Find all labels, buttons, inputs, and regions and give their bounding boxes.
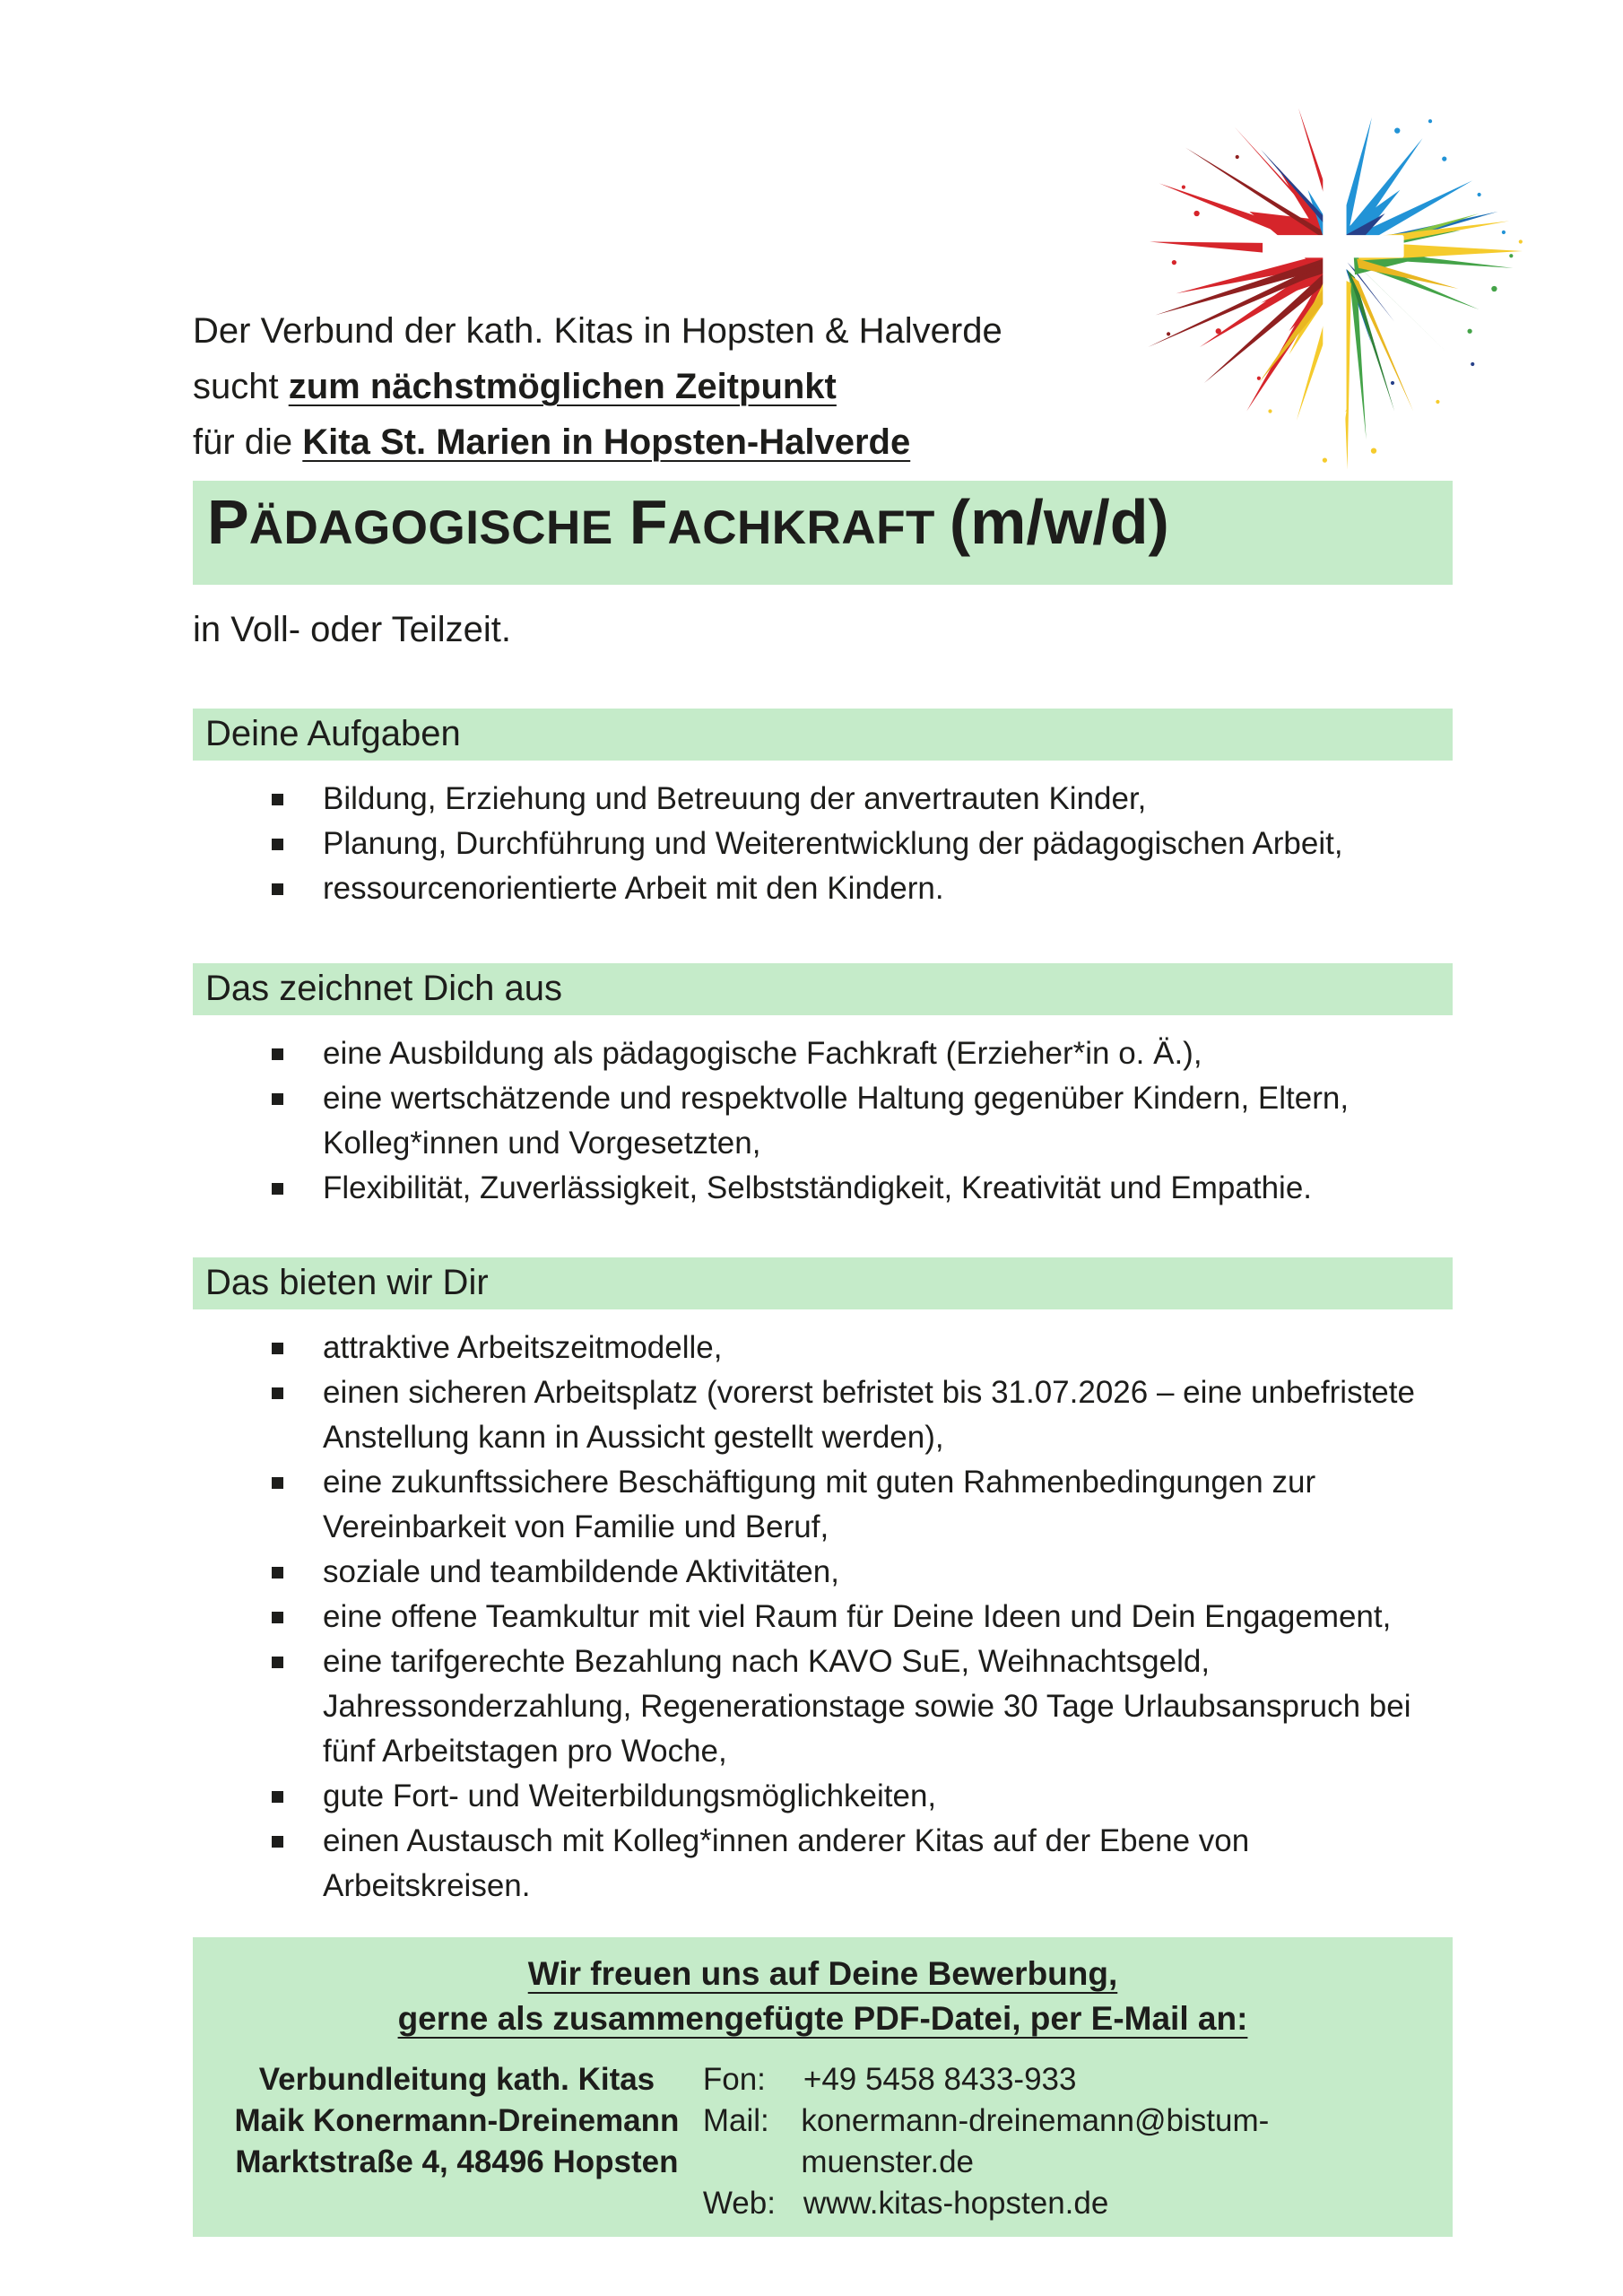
- list-item: einen Austausch mit Kolleg*innen anderer Kitas auf der Ebene von Arbeitskreisen.: [193, 1819, 1453, 1909]
- footer-headline: [218, 1952, 1428, 2041]
- intro-line-1: Der Verbund der kath. Kitas in Hopsten & Halverde: [193, 311, 1002, 351]
- qualification-list: [193, 1031, 1453, 1211]
- list-item: Bildung, Erziehung und Betreuung der anvertrauten Kinder,: [193, 777, 1453, 822]
- phone-number: +49 5458 8433-933: [803, 2062, 1077, 2097]
- list-item: eine wertschätzende und respektvolle Haltung gegenüber Kindern, Eltern, Kolleg*innen und Vorgesetzten,: [193, 1076, 1453, 1166]
- list-item: Planung, Durchführung und Weiterentwicklung der pädagogischen Arbeit,: [193, 822, 1453, 866]
- list-item: eine offene Teamkultur mit viel Raum für Deine Ideen und Dein Engagement,: [193, 1595, 1453, 1639]
- list-item: eine tarifgerechte Bezahlung nach KAVO SuE, Weihnachtsgeld, Jahressonderzahlung, Regenerationstage sowie 30 Tage Urlaubsanspruch bei fünf Arbeitstagen pro Woche,: [193, 1639, 1453, 1774]
- list-item: eine Ausbildung als pädagogische Fachkraft (Erzieher*in o. Ä.),: [193, 1031, 1453, 1076]
- paint-splash-cross-logo: [1148, 83, 1524, 495]
- application-footer-box: [193, 1937, 1453, 2237]
- address-line: Maik Konermann-Dreinemann: [234, 2103, 680, 2138]
- benefits-list: [193, 1326, 1453, 1909]
- contact-details-table: [703, 2059, 1428, 2224]
- job-title-banner: [193, 481, 1453, 585]
- list-item: gute Fort- und Weiterbildungsmöglichkeiten,: [193, 1774, 1453, 1819]
- contact-row-web: [703, 2183, 1428, 2224]
- footer-headline-line-1: Wir freuen uns auf Deine Bewerbung,: [527, 1955, 1118, 1992]
- intro-line-2-highlight: zum nächstmöglichen Zeitpunkt: [288, 367, 837, 406]
- task-list: [193, 777, 1453, 911]
- list-item: Flexibilität, Zuverlässigkeit, Selbstständigkeit, Kreativität und Empathie.: [193, 1166, 1453, 1211]
- job-title-word1-rest: ÄDAGOGISCHE: [248, 501, 613, 554]
- list-item: attraktive Arbeitszeitmodelle,: [193, 1326, 1453, 1370]
- section-das-bieten-wir-dir: [193, 1257, 1453, 1909]
- job-title-suffix: (m/w/d): [949, 487, 1169, 557]
- intro-line-2-prefix: sucht: [193, 367, 289, 406]
- footer-columns: [218, 2059, 1428, 2224]
- cross-splash-icon: [1148, 83, 1524, 495]
- address-line: Marktstraße 4, 48496 Hopsten: [235, 2144, 679, 2179]
- list-item: ressourcenorientierte Arbeit mit den Kindern.: [193, 866, 1453, 911]
- email-address: konermann-dreinemann@bistum-muenster.de: [801, 2103, 1270, 2179]
- section-heading-das-bieten-wir-dir: Das bieten wir Dir: [193, 1257, 1453, 1309]
- list-item: eine zukunftssichere Beschäftigung mit guten Rahmenbedingungen zur Vereinbarkeit von Familie und Beruf,: [193, 1460, 1453, 1550]
- website-address: www.kitas-hopsten.de: [803, 2186, 1109, 2221]
- section-deine-aufgaben: [193, 709, 1453, 911]
- contact-row-fon: [703, 2059, 1428, 2100]
- list-item: einen sicheren Arbeitsplatz (vorerst befristet bis 31.07.2026 – eine unbefristete Anstellung kann in Aussicht gestellt werden),: [193, 1370, 1453, 1460]
- section-das-zeichnet-dich-aus: [193, 963, 1453, 1211]
- section-heading-das-zeichnet-dich-aus: Das zeichnet Dich aus: [193, 963, 1453, 1015]
- section-heading-deine-aufgaben: Deine Aufgaben: [193, 709, 1453, 761]
- intro-line-3-highlight: Kita St. Marien in Hopsten-Halverde: [302, 422, 911, 462]
- subtitle-worktime: in Voll- oder Teilzeit.: [193, 610, 511, 649]
- job-title-word2-rest: ACHKRAFT: [667, 501, 935, 554]
- intro-line-3-prefix: für die: [193, 422, 303, 462]
- contact-row-mail: [703, 2100, 1428, 2183]
- list-item: soziale und teambildende Aktivitäten,: [193, 1550, 1453, 1595]
- job-title-word1-initial: P: [207, 487, 249, 557]
- contact-label: Fon:: [702, 2062, 766, 2097]
- contact-address-block: [218, 2059, 696, 2183]
- address-line: Verbundleitung kath. Kitas: [258, 2062, 655, 2097]
- job-title-word2-initial: F: [629, 487, 668, 557]
- contact-label: Web:: [702, 2186, 776, 2221]
- contact-label: Mail:: [702, 2103, 769, 2138]
- footer-headline-line-2: gerne als zusammengefügte PDF-Datei, per E-Mail an:: [397, 2000, 1248, 2037]
